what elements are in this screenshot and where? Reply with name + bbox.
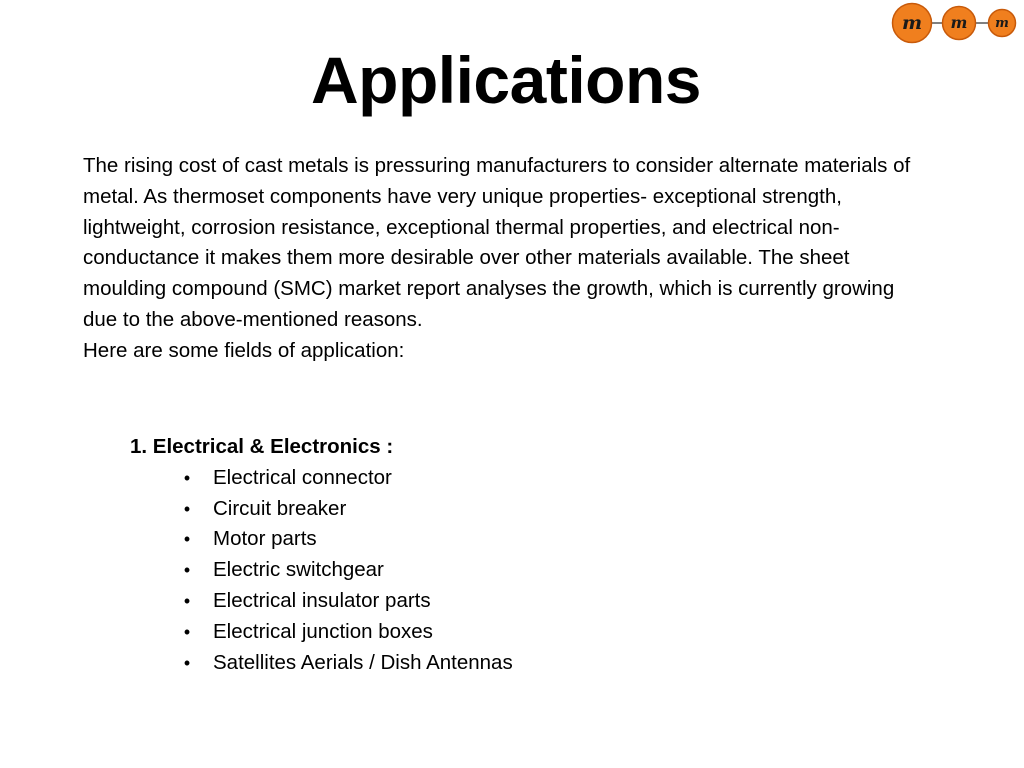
list-item	[180, 524, 730, 555]
list-item	[180, 586, 730, 617]
bullet-icon: •	[183, 652, 191, 673]
list-item-label: Electrical junction boxes	[213, 619, 433, 643]
application-section	[130, 432, 730, 678]
intro-lead-in: Here are some fields of application:	[83, 338, 405, 362]
page-title: Applications	[310, 43, 702, 117]
list-item-label: Circuit breaker	[213, 496, 347, 520]
list-item-label: Electric switchgear	[213, 558, 384, 582]
list-item	[180, 463, 730, 494]
list-item	[180, 494, 730, 525]
logo-letter-large: m	[901, 12, 923, 34]
bullet-icon: •	[183, 498, 191, 519]
list-item	[180, 555, 730, 586]
logo-letter-small: m	[995, 16, 1009, 31]
list-item	[180, 617, 730, 648]
bullet-icon: •	[183, 467, 191, 488]
list-item	[180, 648, 730, 679]
list-item-label: Motor parts	[213, 527, 317, 551]
bullet-icon: •	[183, 529, 191, 550]
list-item-label: Electrical insulator parts	[213, 588, 431, 612]
intro-text	[83, 151, 913, 367]
list-item-label: Satellites Aerials / Dish Antennas	[213, 650, 513, 674]
logo-letter-medium: m	[950, 13, 968, 32]
bullet-icon: •	[183, 621, 191, 642]
bullet-icon: •	[183, 590, 191, 611]
section-heading: 1. Electrical & Electronics :	[130, 435, 394, 458]
application-list	[130, 463, 730, 679]
bullet-icon: •	[183, 560, 191, 581]
list-item-label: Electrical connector	[213, 465, 392, 489]
intro-paragraph: The rising cost of cast metals is pressuring manufacturers to consider alternate materials of metal. As thermoset components have very unique properties- exceptional strength, lightweight, corrosion resistance, exceptional thermal properties, and electrical non-conductance it makes them more desirable over other materials available. The sheet moulding compound (SMC) market report analyses the growth, which is currently growing due to the above-mentioned reasons.	[83, 154, 911, 331]
